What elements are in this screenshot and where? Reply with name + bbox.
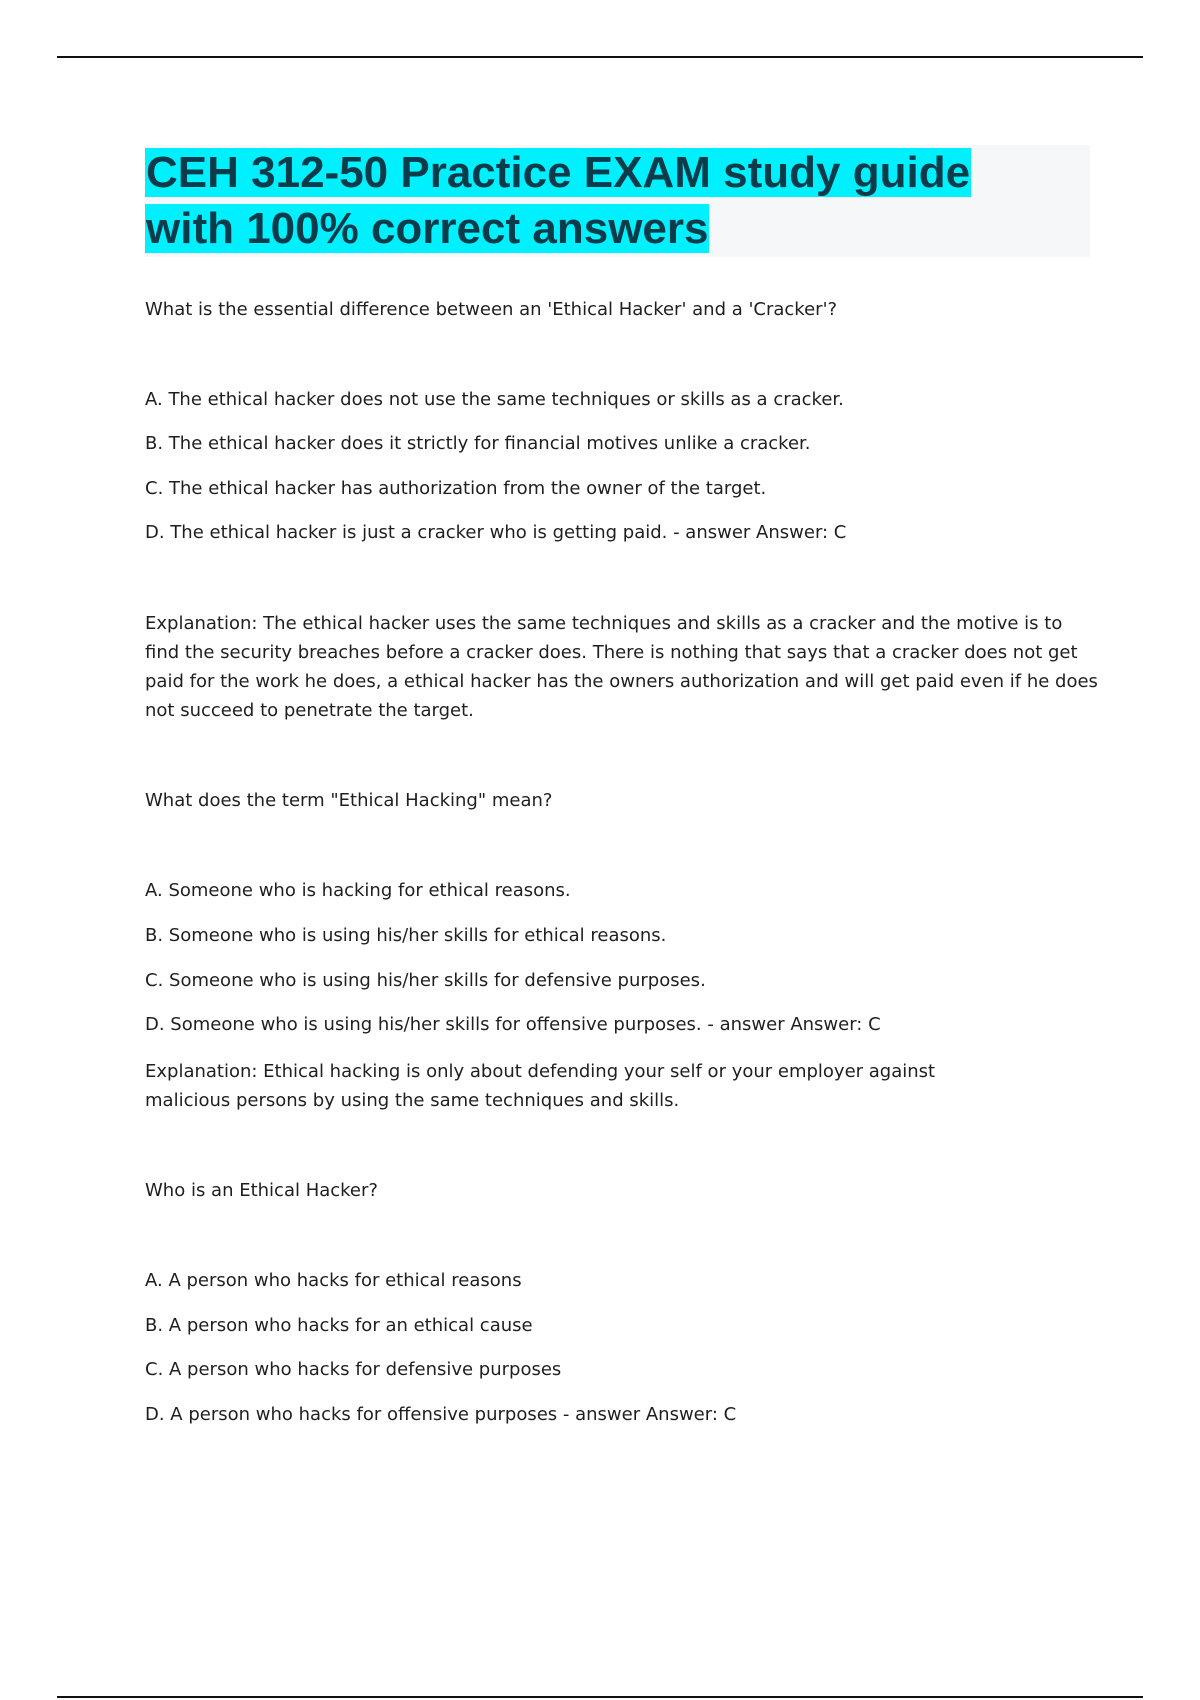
document-body <box>145 296 1100 1429</box>
title-block <box>145 145 1090 257</box>
question-1-option-a: A. The ethical hacker does not use the same techniques or skills as a cracker. <box>145 389 844 410</box>
question-2-option-c: C. Someone who is using his/her skills for defensive purposes. <box>145 970 706 991</box>
document-title <box>145 145 1090 257</box>
title-line-2: with 100% correct answers <box>146 204 709 253</box>
question-1: What is the essential difference between an 'Ethical Hacker' and a 'Cracker'? <box>145 299 838 320</box>
question-1-option-c: C. The ethical hacker has authorization from the owner of the target. <box>145 478 767 499</box>
question-2-option-b: B. Someone who is using his/her skills for ethical reasons. <box>145 925 667 946</box>
question-2-explanation: Explanation: Ethical hacking is only about defending your self or your employer against malicious persons by using the same techniques and skills. <box>145 1061 936 1111</box>
question-3: Who is an Ethical Hacker? <box>145 1180 378 1201</box>
top-rule <box>57 56 1143 58</box>
question-3-option-d: D. A person who hacks for offensive purposes - answer Answer: C <box>145 1404 737 1425</box>
question-3-option-c: C. A person who hacks for defensive purposes <box>145 1359 562 1380</box>
question-1-option-b: B. The ethical hacker does it strictly for financial motives unlike a cracker. <box>145 433 811 454</box>
question-2-option-d: D. Someone who is using his/her skills for offensive purposes. - answer Answer: C <box>145 1014 881 1035</box>
question-3-option-b: B. A person who hacks for an ethical cause <box>145 1315 533 1336</box>
question-1-option-d: D. The ethical hacker is just a cracker who is getting paid. - answer Answer: C <box>145 522 847 543</box>
question-2: What does the term "Ethical Hacking" mean? <box>145 790 553 811</box>
bottom-rule <box>57 1696 1143 1698</box>
title-line-1: CEH 312-50 Practice EXAM study guide <box>146 148 971 197</box>
question-3-option-a: A. A person who hacks for ethical reasons <box>145 1270 522 1291</box>
question-1-explanation: Explanation: The ethical hacker uses the same techniques and skills as a cracker and the motive is to find the security breaches before a cracker does. There is nothing that says that a cracker does not get paid for the work he does, a ethical hacker has the owners authorization and will get paid even if he does not succeed to penetrate the target. <box>145 613 1098 721</box>
question-2-option-a: A. Someone who is hacking for ethical reasons. <box>145 880 571 901</box>
